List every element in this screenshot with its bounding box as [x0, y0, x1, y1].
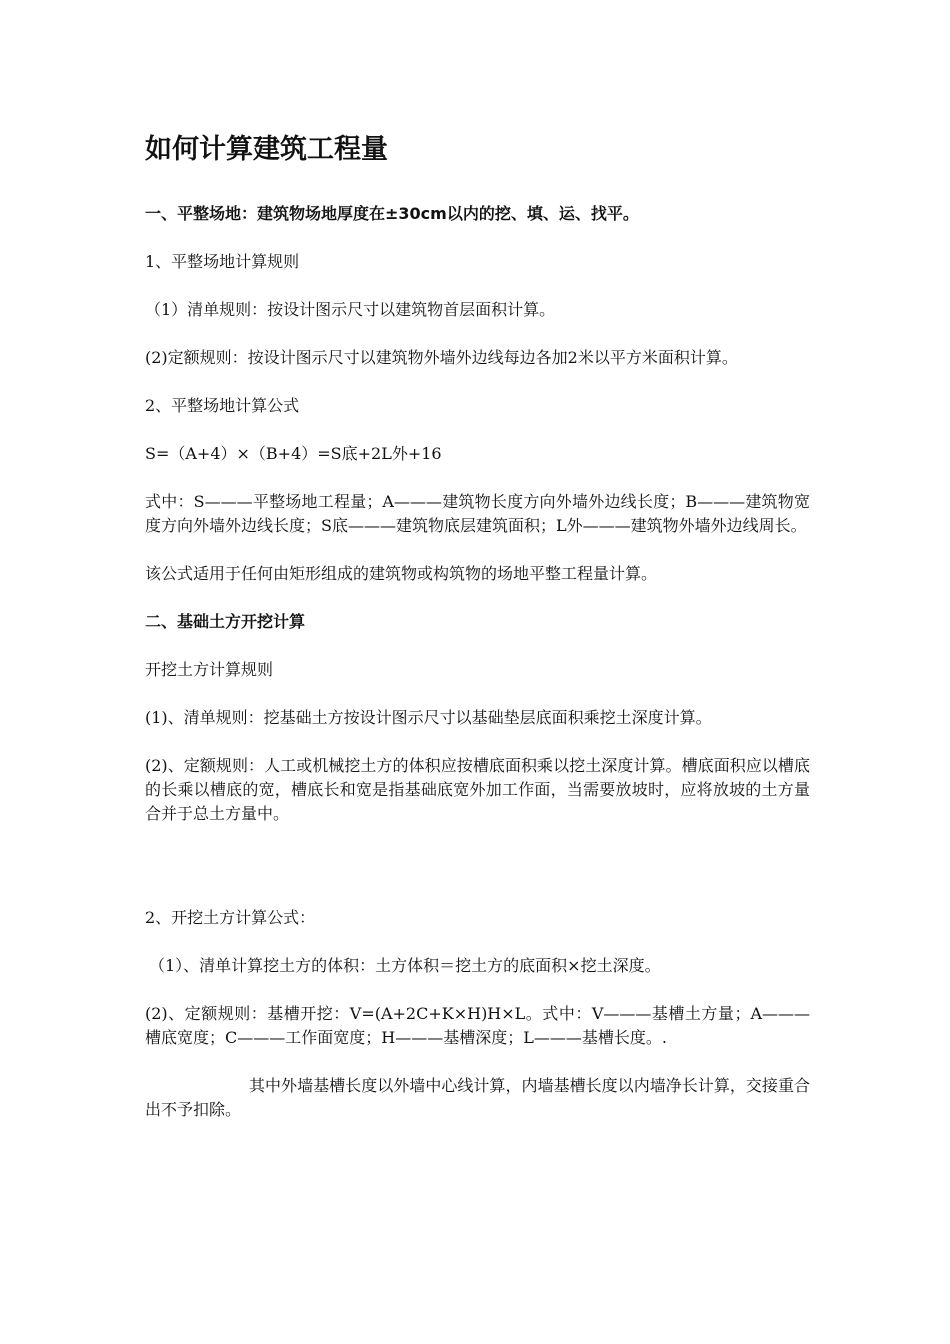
section2-rule2: (2)、定额规则：人工或机械挖土方的体积应按槽底面积乘以挖土深度计算。槽底面积应以槽底的长乘以槽底的宽，槽底长和宽是指基础底宽外加工作面，当需要放坡时，应将放坡的土方量合并于总土方量中。: [145, 756, 810, 823]
section2-rule-title: 开挖土方计算规则: [145, 660, 274, 679]
document-title: 如何计算建筑工程量: [145, 134, 388, 165]
blank-spacer: [145, 850, 810, 906]
document-page: [145, 130, 810, 1146]
section2-formula-title: 2、开挖土方计算公式：: [145, 908, 316, 927]
section2-formula2: (2)、定额规则：基槽开挖：V=(A+2C+K×H)H×L。式中：V———基槽土方量；A———槽底宽度；C———工作面宽度；H———基槽深度；L———基槽长度。.: [145, 1004, 810, 1047]
section1-formula-title: 2、平整场地计算公式: [145, 396, 300, 415]
section1-note: 该公式适用于任何由矩形组成的建筑物或构筑物的场地平整工程量计算。: [145, 564, 658, 583]
section2-formula1: （1）、清单计算挖土方的体积：土方体积＝挖土方的底面积×挖土深度。: [149, 956, 661, 975]
section2-rule1: (1)、清单规则：挖基础土方按设计图示尺寸以基础垫层底面积乘挖土深度计算。: [145, 708, 712, 727]
section1-rule-title: 1、平整场地计算规则: [145, 252, 300, 271]
section1-heading: 一、平整场地：建筑物场地厚度在±30cm以内的挖、填、运、找平。: [145, 204, 639, 223]
section2-note: 其中外墙基槽长度以外墙中心线计算，内墙基槽长度以内墙净长计算，交接重合出不予扣除。: [145, 1076, 810, 1119]
section2-heading: 二、基础土方开挖计算: [145, 612, 306, 631]
section1-formula: S=（A+4）×（B+4）=S底+2L外+16: [145, 444, 442, 463]
section1-formula-desc: 式中：S———平整场地工程量；A———建筑物长度方向外墙外边线长度；B———建筑物宽度方向外墙外边线长度；S底———建筑物底层建筑面积；L外———建筑物外墙外边线周长。: [145, 492, 810, 535]
section1-rule1: （1）清单规则：按设计图示尺寸以建筑物首层面积计算。: [145, 300, 556, 319]
section1-rule2: (2)定额规则：按设计图示尺寸以建筑物外墙外边线每边各加2米以平方米面积计算。: [145, 348, 738, 367]
